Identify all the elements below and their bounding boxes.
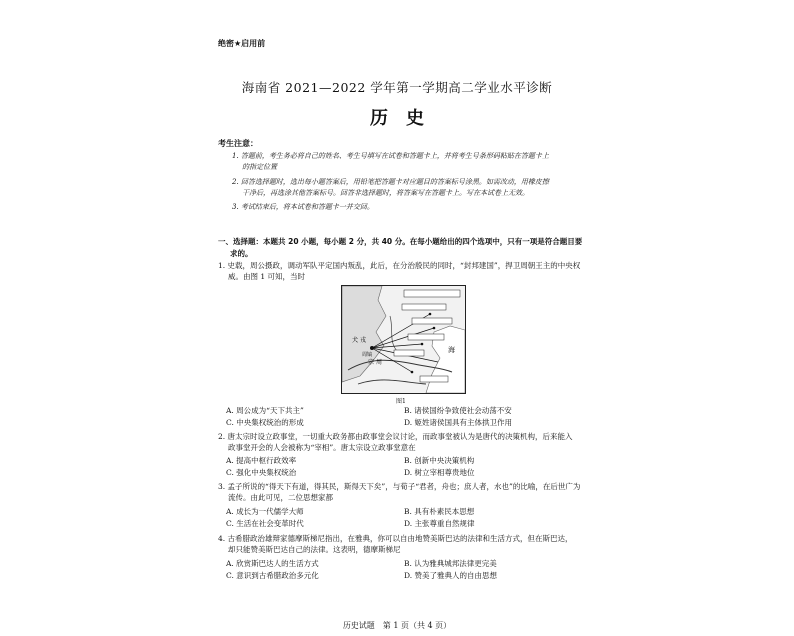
option-c: C. 生活在社会变革时代: [226, 519, 304, 528]
stem-line: 流传。由此可见，二位思想家都: [228, 493, 333, 502]
exam-title: 海南省 2021—2022 学年第一学期高二学业水平诊断: [241, 80, 553, 95]
map-label: 镐: [367, 352, 373, 358]
option-b: B. 创新中央决策机构: [404, 456, 475, 465]
option-a: A. 提高中枢行政效率: [226, 456, 297, 465]
page-footer: 历史试题 第 1 页（共 4 页）: [342, 621, 452, 630]
question-2-stem: [218, 431, 593, 453]
ancient-china-map: [342, 286, 465, 393]
note-line: 2. 回答选择题时，选出每小题答案后，用铅笔把答题卡对应题目的答案标号涂黑。如需改动，用橡皮擦: [232, 178, 549, 186]
map-label: 海: [448, 346, 455, 354]
stem-line: 2. 唐太宗时设立政事堂，一切重大政务都由政事堂会议讨论，而政事堂被认为是唐代的决策机构，后来能入: [218, 432, 573, 441]
map-label: 犬: [352, 337, 359, 344]
figure-caption: 图1: [396, 398, 406, 405]
map-label: 宗: [368, 359, 375, 366]
stem-line: 3. 孟子所说的“得天下有道，得其民，斯得天下矣”，与荀子“君者，舟也；庶人者，水也”的比喻，在后世广为: [218, 482, 581, 491]
map-label: 周: [376, 359, 383, 366]
option-a: A. 成长为一代儒学大师: [226, 507, 304, 516]
question-1-stem: [218, 260, 593, 282]
option-a: A. 欣赏斯巴达人的生活方式: [226, 559, 319, 568]
option-d: D. 赞美了雅典人的自由思想: [404, 571, 498, 580]
question-4-stem: [218, 533, 593, 555]
note-line: 1. 答题前，考生务必将自己的姓名、考生号填写在试卷和答题卡上，并将考生号条形码粘贴在答题卡上: [232, 152, 549, 160]
option-b: B. 具有朴素民本思想: [404, 507, 475, 516]
note-line: 的指定位置: [242, 163, 277, 171]
stem-line: 4. 古希腊政治雄辩家德摩斯梯尼指出，在雅典，你可以自由地赞美斯巴达的法律和生活方式，但在斯巴达，: [218, 534, 573, 543]
section-header-line: 求的。: [230, 249, 253, 258]
section-header: [218, 236, 588, 260]
option-c: C. 中央集权统治的形成: [226, 418, 304, 427]
option-c: C. 强化中央集权统治: [226, 468, 297, 477]
stem-line: 政事堂开会的人会被称为“宰相”。唐太宗设立政事堂意在: [228, 443, 416, 452]
map-label: 戎: [360, 337, 367, 344]
notes-title: 考生注意：: [218, 139, 258, 148]
stem-line: 1. 史载，周公摄政，调动军队平定国内叛乱，此后，在分治殷民的同时，“封邦建国”，捍卫周朝王主的中央权: [218, 261, 581, 270]
option-d: D. 树立宰相尊贵地位: [404, 468, 475, 477]
section-header-line: 一、选择题：本题共 20 小题，每小题 2 分，共 40 分。在每小题给出的四个选项中，只有一项是符合题目要: [218, 237, 583, 246]
map-label: 周: [362, 352, 368, 358]
option-a: A. 周公成为“天下共主”: [226, 406, 304, 415]
stem-line: 却只能赞美斯巴达自己的法律。这表明，德摩斯梯尼: [228, 545, 401, 554]
option-b: B. 诸侯国纷争致使社会动荡不安: [404, 406, 512, 415]
map-figure: [341, 285, 466, 394]
question-3-stem: [218, 481, 593, 503]
note-line: 干净后，再选涂其他答案标号。回答非选择题时，将答案写在答题卡上。写在本试卷上无效。: [242, 189, 529, 197]
stem-line: 威。由图 1 可知，当时: [228, 272, 306, 281]
option-b: B. 认为雅典城邦法律更完美: [404, 559, 497, 568]
subject-title: 历史: [370, 108, 442, 129]
option-d: D. 主张尊重自然规律: [404, 519, 475, 528]
note-line: 3. 考试结束后，将本试卷和答题卡一并交回。: [232, 203, 374, 211]
option-d: D. 姬姓诸侯国具有主体拱卫作用: [404, 418, 513, 427]
secret-label: 绝密★启用前: [218, 39, 266, 48]
option-c: C. 意识到古希腊政治多元化: [226, 571, 319, 580]
